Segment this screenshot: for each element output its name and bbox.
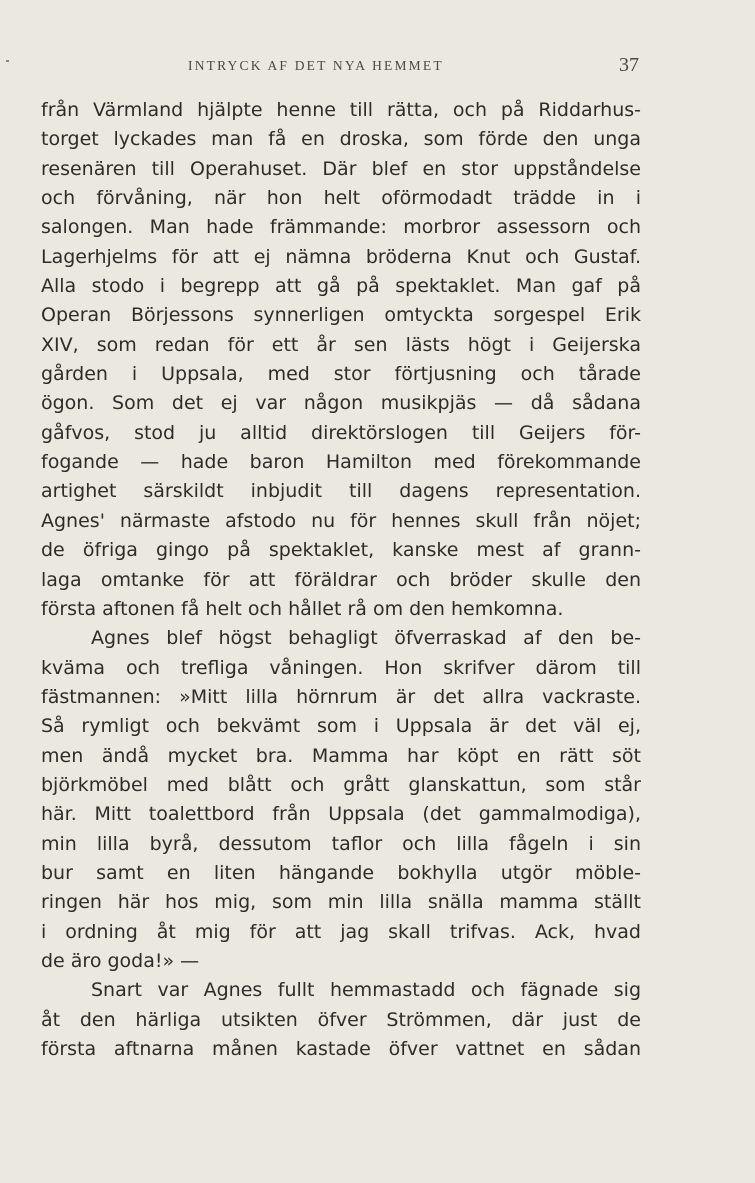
text-line: Alla stodo i begrepp att gå på spektaklet. Man gaf på <box>41 275 641 298</box>
text-line: här. Mitt toalettbord från Uppsala (det gammalmodiga), <box>41 803 641 826</box>
text-line: i ordning åt mig för att jag skall trifvas. Ack, hvad <box>41 920 641 943</box>
text-line: resenären till Operahuset. Där blef en stor uppståndelse <box>41 157 641 180</box>
text-line: första aftnarna månen kastade öfver vattnet en sådan <box>41 1038 641 1060</box>
text-line: åt den härliga utsikten öfver Strömmen, där just de <box>41 1008 641 1031</box>
text-line: salongen. Man hade främmande: morbror assessorn och <box>41 216 641 239</box>
text-line: laga omtanke för att föräldrar och bröder skulle den <box>41 568 641 591</box>
text-line: de öfriga gingo på spektaklet, kanske mest af grann- <box>41 539 641 562</box>
text-line: och förvåning, när hon helt oförmodadt trädde in i <box>41 187 641 210</box>
text-line: fästmannen: »Mitt lilla hörnrum är det allra vackraste. <box>41 685 641 708</box>
text-line: ringen här hos mig, som min lilla snälla mamma ställt <box>41 891 641 914</box>
text-line: Operan Börjessons synnerligen omtyckta sorgespel Erik <box>41 304 641 327</box>
text-line: Så rymligt och bekvämt som i Uppsala är det väl ej, <box>41 715 641 738</box>
margin-mark <box>6 60 9 62</box>
body-text <box>41 96 641 1064</box>
text-line: gården i Uppsala, med stor förtjusning och tårade <box>41 363 641 386</box>
text-line: Snart var Agnes fullt hemmastadd och fägnade sig <box>91 979 641 1002</box>
text-line: Agnes blef högst behagligt öfverraskad af den be- <box>91 627 641 650</box>
text-line: torget lyckades man få en droska, som förde den unga <box>41 128 641 151</box>
text-line: från Värmland hjälpte henne till rätta, och på Riddarhus- <box>41 99 641 121</box>
page-number: 37 <box>619 54 639 76</box>
text-line: Agnes' närmaste afstodo nu för hennes skull från nöjet; <box>41 509 641 532</box>
text-line: artighet särskildt inbjudit till dagens representation. <box>41 480 641 503</box>
text-line: de äro goda!» — <box>41 949 200 972</box>
text-line: men ändå mycket bra. Mamma har köpt en rätt söt <box>41 744 641 767</box>
text-line: bur samt en liten hängande bokhylla utgör möble- <box>41 861 641 884</box>
text-line: Lagerhjelms för att ej nämna bröderna Knut och Gustaf. <box>41 245 641 268</box>
text-line: gåfvos, stod ju alltid direktörslogen till Geijers för- <box>41 421 641 444</box>
text-line: fogande — hade baron Hamilton med förekommande <box>41 451 641 474</box>
running-title: INTRYCK AF DET NYA HEMMET <box>188 58 444 73</box>
text-line: ögon. Som det ej var någon musikpjäs — då sådana <box>41 392 641 415</box>
text-line: min lilla byrå, dessutom taflor och lilla fågeln i sin <box>41 832 641 855</box>
text-line: XIV, som redan för ett år sen lästs högt i Geijerska <box>41 333 641 356</box>
text-line: första aftonen få helt och hållet rå om den hemkomna. <box>41 597 564 620</box>
text-line: kväma och trefliga våningen. Hon skrifver därom till <box>41 656 641 679</box>
text-line: björkmöbel med blått och grått glanskattun, som står <box>41 773 641 796</box>
